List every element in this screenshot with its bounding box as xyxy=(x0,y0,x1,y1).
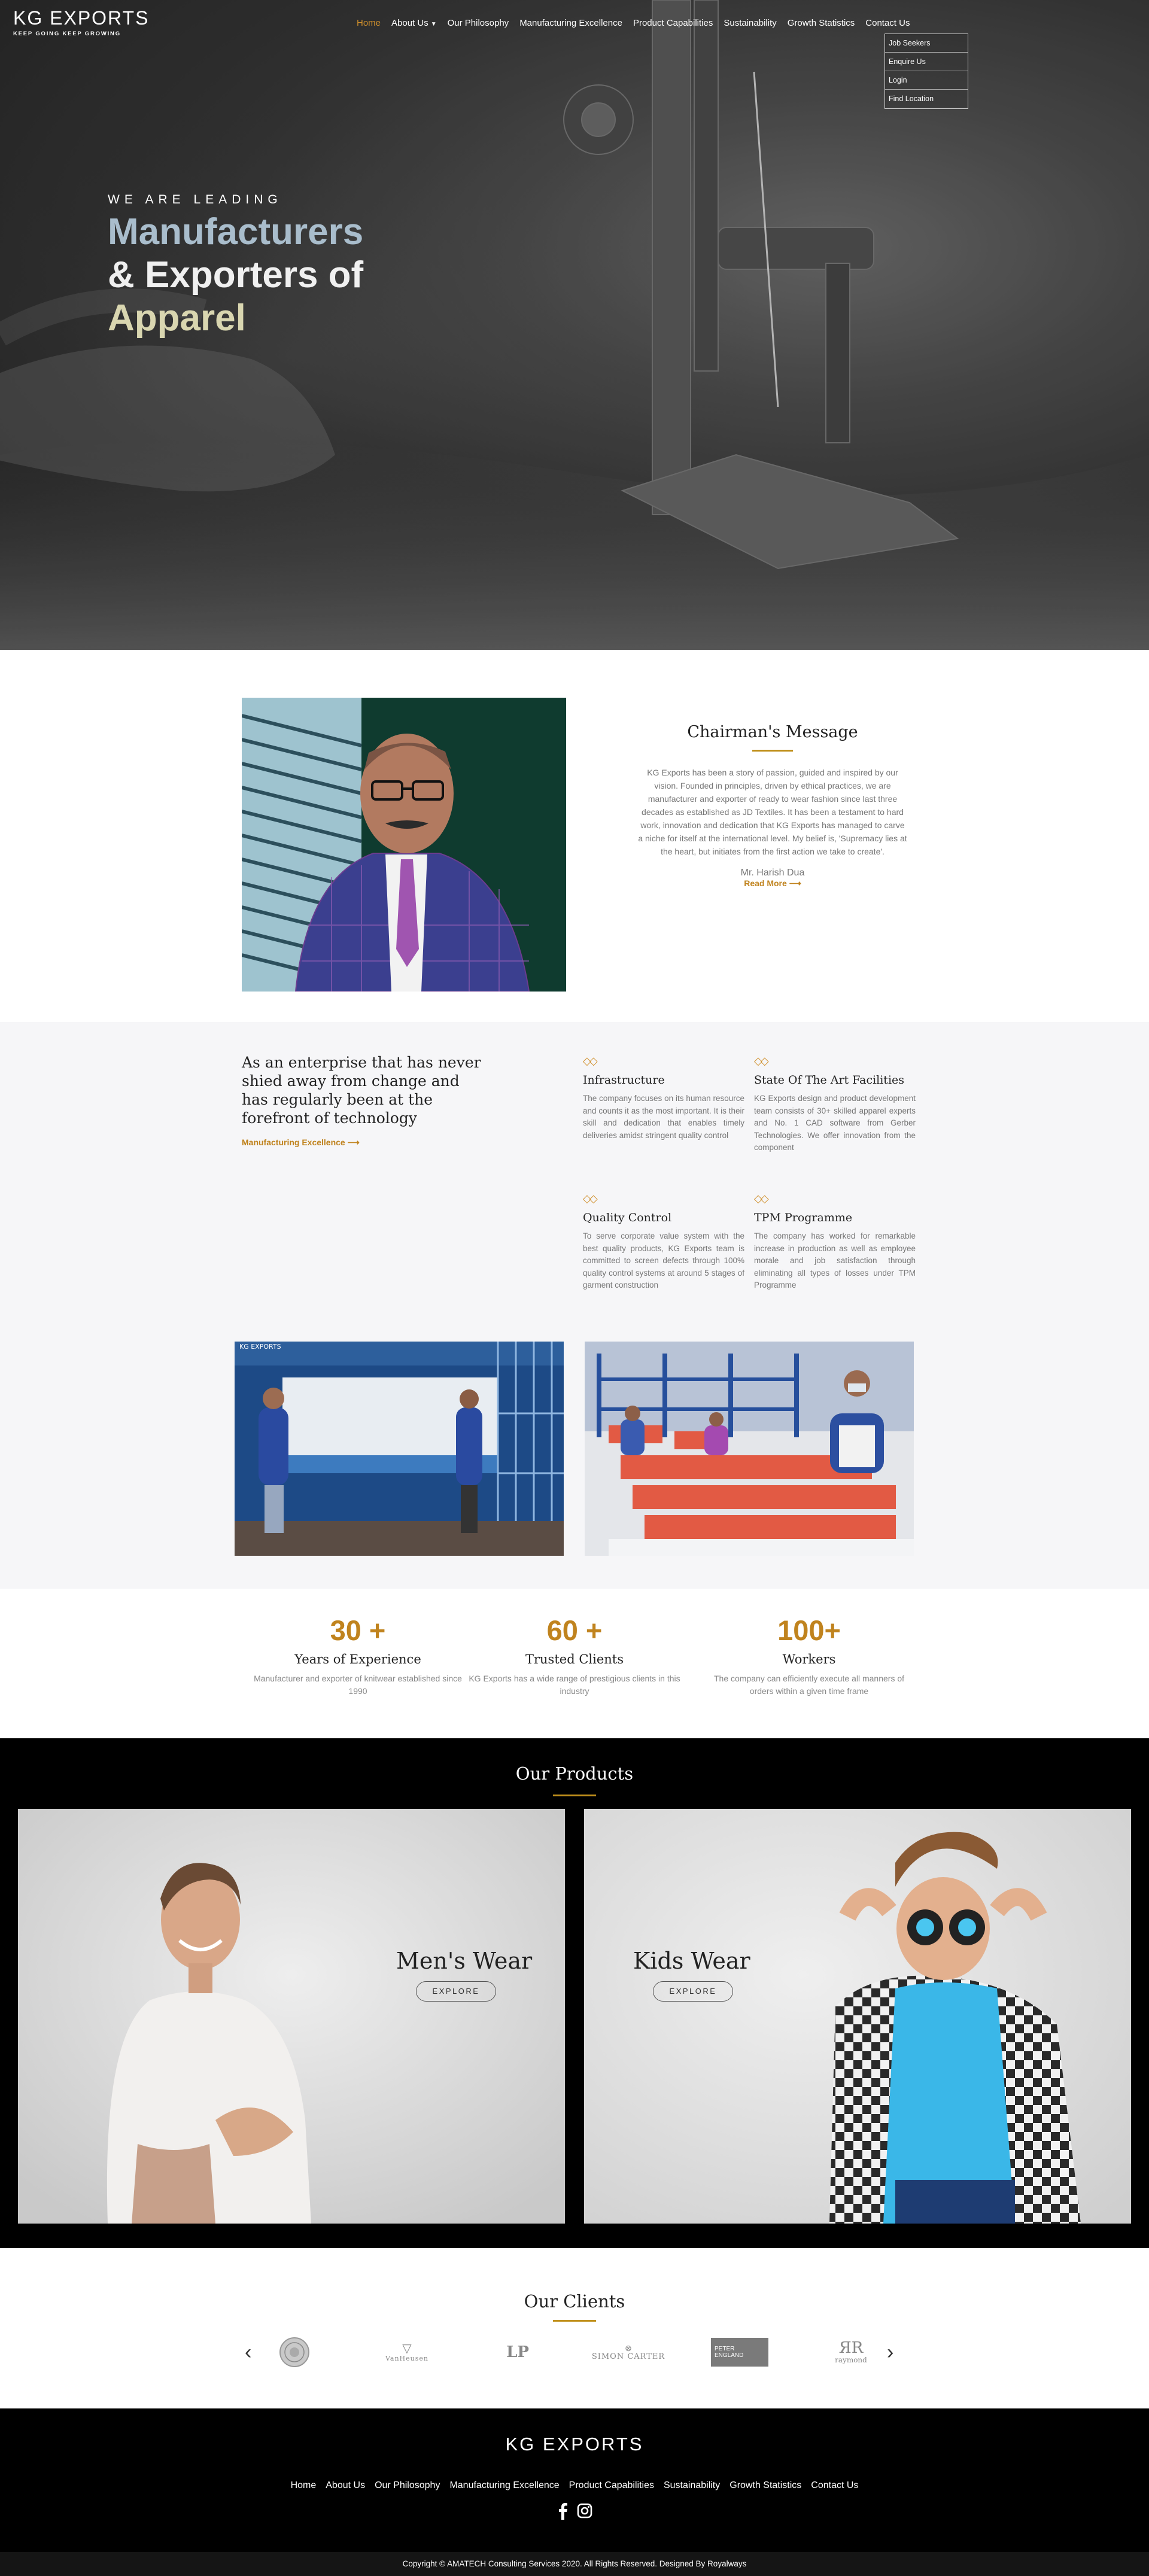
stats-section xyxy=(0,1589,1149,1738)
logo-tagline: KEEP GOING KEEP GROWING xyxy=(13,31,121,37)
client-logo-text: SIMON CARTER xyxy=(591,2352,665,2361)
stat-trusted-clients xyxy=(467,1614,682,1698)
simon-carter-mark-icon: ⊗ xyxy=(625,2343,632,2353)
manufacturing-excellence-link[interactable] xyxy=(242,1138,360,1148)
garment-folding-photo xyxy=(585,1342,914,1556)
instagram-icon[interactable] xyxy=(577,2503,592,2519)
footer-nav-contact-us[interactable]: Contact Us xyxy=(811,2480,859,2490)
social-links xyxy=(0,2503,1149,2520)
nav-contact-us[interactable]: Contact Us xyxy=(865,18,910,28)
client-logo-text: VanHeusen xyxy=(385,2354,428,2362)
chairman-message-body: KG Exports has been a story of passion, guided and inspired by our vision. Founded in principles, driven by ethical practices, we are manufacturer and exporter of ready to wear fashion since last three decades as established as JD Textiles. It has been a testament to hard work, innovation and dedication that KG Exports has managed to carve a niche for itself at the international level. My belief is, 'Supremacy lies at the heart, but initiates from the first action we take to create'. xyxy=(638,768,907,856)
client-logo-emblem xyxy=(276,2337,312,2368)
hero-headline-block xyxy=(108,193,363,340)
footer-nav-about-us[interactable]: About Us xyxy=(326,2480,366,2490)
stat-title: Workers xyxy=(782,1652,836,1666)
client-logo-lp xyxy=(491,2337,545,2368)
diamond-rings-icon: ◇◇ xyxy=(754,1055,767,1067)
hero-kicker: WE ARE LEADING xyxy=(108,193,282,206)
diamond-rings-icon: ◇◇ xyxy=(754,1193,767,1205)
product-card-kids-wear[interactable] xyxy=(584,1809,1131,2224)
product-card-mens-wear[interactable] xyxy=(18,1809,565,2224)
client-logo-text: PETER ENGLAND xyxy=(711,2338,768,2367)
logo-wordmark: KG EXPORTS xyxy=(13,7,150,29)
hero-heading-line-1: Manufacturers xyxy=(108,211,364,253)
feature-body: To serve corporate value system with the best quality products, KG Exports team is committed to screen defects through 100% quality control systems at around 5 stages of garment construction xyxy=(583,1231,744,1289)
client-logo-raymond xyxy=(827,2337,875,2368)
chairman-signature: Mr. Harish Dua xyxy=(740,868,805,878)
client-logo-text: LP xyxy=(506,2343,529,2361)
enterprise-heading: As an enterprise that has never shied away from change and has regularly been at the forefront of technology xyxy=(242,1054,481,1127)
client-logo-text: raymond xyxy=(835,2356,867,2364)
product-label: Men's Wear xyxy=(396,1948,533,1974)
products-section xyxy=(0,1738,1149,2248)
stat-title: Trusted Clients xyxy=(525,1652,624,1666)
products-heading: Our Products xyxy=(515,1763,634,1784)
feature-title: State Of The Art Facilities xyxy=(754,1073,905,1087)
raymond-mark-icon: ЯR xyxy=(838,2339,864,2357)
nav-our-philosophy[interactable]: Our Philosophy xyxy=(447,18,509,28)
arrow-right-icon: ⟶ xyxy=(789,878,801,888)
stat-number: 30 + xyxy=(330,1614,386,1646)
feature-state-of-the-art xyxy=(754,1056,916,1154)
chevron-down-icon: ▼ xyxy=(430,21,437,28)
client-logo-simon-carter xyxy=(589,2337,667,2368)
photo-caption: KG EXPORTS xyxy=(239,1343,281,1351)
chairman-section xyxy=(0,650,1149,1022)
main-nav xyxy=(357,18,920,28)
feature-body: The company has worked for remarkable increase in production as well as employee morale and job satisfaction through eliminating all types of losses under TPM Programme xyxy=(754,1231,916,1289)
nav-home[interactable]: Home xyxy=(357,18,381,28)
nav-about-us[interactable] xyxy=(391,18,437,28)
arrow-right-icon: ⟶ xyxy=(347,1138,360,1147)
feature-tpm-programme xyxy=(754,1193,916,1292)
hero-heading xyxy=(108,211,363,340)
client-logo-vanheusen xyxy=(371,2337,443,2368)
vanheusen-mark-icon: ▽ xyxy=(402,2341,412,2355)
footer-nav-home[interactable]: Home xyxy=(290,2480,317,2490)
site-logo[interactable] xyxy=(13,8,149,37)
diamond-rings-icon: ◇◇ xyxy=(583,1193,596,1205)
hero-heading-line-2: & Exporters of xyxy=(108,254,364,296)
dropdown-item-job-seekers[interactable]: Job Seekers xyxy=(885,34,968,53)
footer-nav-our-philosophy[interactable]: Our Philosophy xyxy=(375,2480,440,2490)
feature-infrastructure xyxy=(583,1056,744,1142)
hero-section xyxy=(0,0,1149,650)
clients-heading: Our Clients xyxy=(524,2291,625,2312)
nav-manufacturing-excellence[interactable]: Manufacturing Excellence xyxy=(519,18,622,28)
site-footer xyxy=(0,2408,1149,2576)
feature-body: The company focuses on its human resource and counts it as the most important. It is their skill and dedication that enables timely deliveries amidst stringent quality control xyxy=(583,1094,744,1140)
manufacturing-excellence-label: Manufacturing Excellence xyxy=(242,1138,345,1147)
emblem-icon xyxy=(279,2337,310,2368)
dropdown-item-enquire-us[interactable]: Enquire Us xyxy=(885,53,968,71)
hero-heading-line-3: Apparel xyxy=(108,297,246,339)
read-more-label: Read More xyxy=(744,878,787,888)
contact-dropdown-menu xyxy=(884,34,968,109)
clients-section xyxy=(0,2248,1149,2408)
stat-years-of-experience xyxy=(250,1614,466,1698)
carousel-next-icon[interactable]: › xyxy=(887,2341,894,2364)
footer-nav xyxy=(0,2480,1149,2491)
footer-nav-manufacturing-excellence[interactable]: Manufacturing Excellence xyxy=(449,2480,560,2490)
product-label: Kids Wear xyxy=(633,1948,750,1974)
enterprise-section xyxy=(0,1022,1149,1589)
nav-product-capabilities[interactable]: Product Capabilities xyxy=(633,18,713,28)
stat-description: Manufacturer and exporter of knitwear established since 1990 xyxy=(254,1674,462,1696)
stat-title: Years of Experience xyxy=(294,1652,421,1666)
nav-about-us-label: About Us xyxy=(391,18,428,28)
nav-growth-statistics[interactable]: Growth Statistics xyxy=(787,18,855,28)
footer-nav-sustainability[interactable]: Sustainability xyxy=(663,2480,721,2490)
chairman-message-block xyxy=(638,723,907,889)
explore-button[interactable]: EXPLORE xyxy=(653,1981,733,2002)
stat-description: KG Exports has a wide range of prestigious clients in this industry xyxy=(469,1674,680,1696)
feature-body: KG Exports design and product development team consists of 30+ skilled apparel experts and No. 1 CAD software from Gerber Technologies. We offer innovation from the component xyxy=(754,1094,916,1152)
chairman-photo xyxy=(242,698,566,992)
carousel-prev-icon[interactable]: ‹ xyxy=(245,2341,252,2364)
explore-button[interactable]: EXPLORE xyxy=(416,1981,496,2002)
top-navbar xyxy=(0,0,1149,103)
mens-wear-photo xyxy=(18,1809,565,2224)
feature-title: Infrastructure xyxy=(583,1073,665,1087)
read-more-link[interactable] xyxy=(744,878,801,888)
stat-description: The company can efficiently execute all manners of orders within a given time frame xyxy=(713,1674,905,1696)
dropdown-item-login[interactable]: Login xyxy=(885,71,968,90)
feature-title: Quality Control xyxy=(583,1211,672,1224)
stat-number: 60 + xyxy=(546,1614,603,1646)
kids-wear-photo xyxy=(584,1809,1131,2224)
feature-title: TPM Programme xyxy=(754,1211,853,1224)
stat-workers xyxy=(701,1614,917,1698)
copyright-bar: Copyright © AMATECH Consulting Services 2020. All Rights Reserved. Designed By Royalways xyxy=(0,2552,1149,2576)
feature-quality-control xyxy=(583,1193,744,1292)
title-underline xyxy=(752,750,793,752)
dropdown-item-find-location[interactable]: Find Location xyxy=(889,95,934,103)
title-underline xyxy=(553,2320,596,2322)
footer-nav-growth-statistics[interactable]: Growth Statistics xyxy=(729,2480,802,2490)
chairman-title: Chairman's Message xyxy=(687,723,858,741)
stat-number: 100+ xyxy=(777,1614,841,1646)
diamond-rings-icon: ◇◇ xyxy=(583,1055,596,1067)
client-logo-peter-england xyxy=(711,2337,768,2368)
footer-nav-product-capabilities[interactable]: Product Capabilities xyxy=(569,2480,654,2490)
facebook-icon[interactable] xyxy=(557,2503,569,2520)
footer-logo[interactable]: KG EXPORTS xyxy=(505,2434,644,2455)
nav-sustainability[interactable]: Sustainability xyxy=(724,18,777,28)
title-underline xyxy=(553,1795,596,1796)
factory-inspection-photo xyxy=(235,1342,564,1556)
